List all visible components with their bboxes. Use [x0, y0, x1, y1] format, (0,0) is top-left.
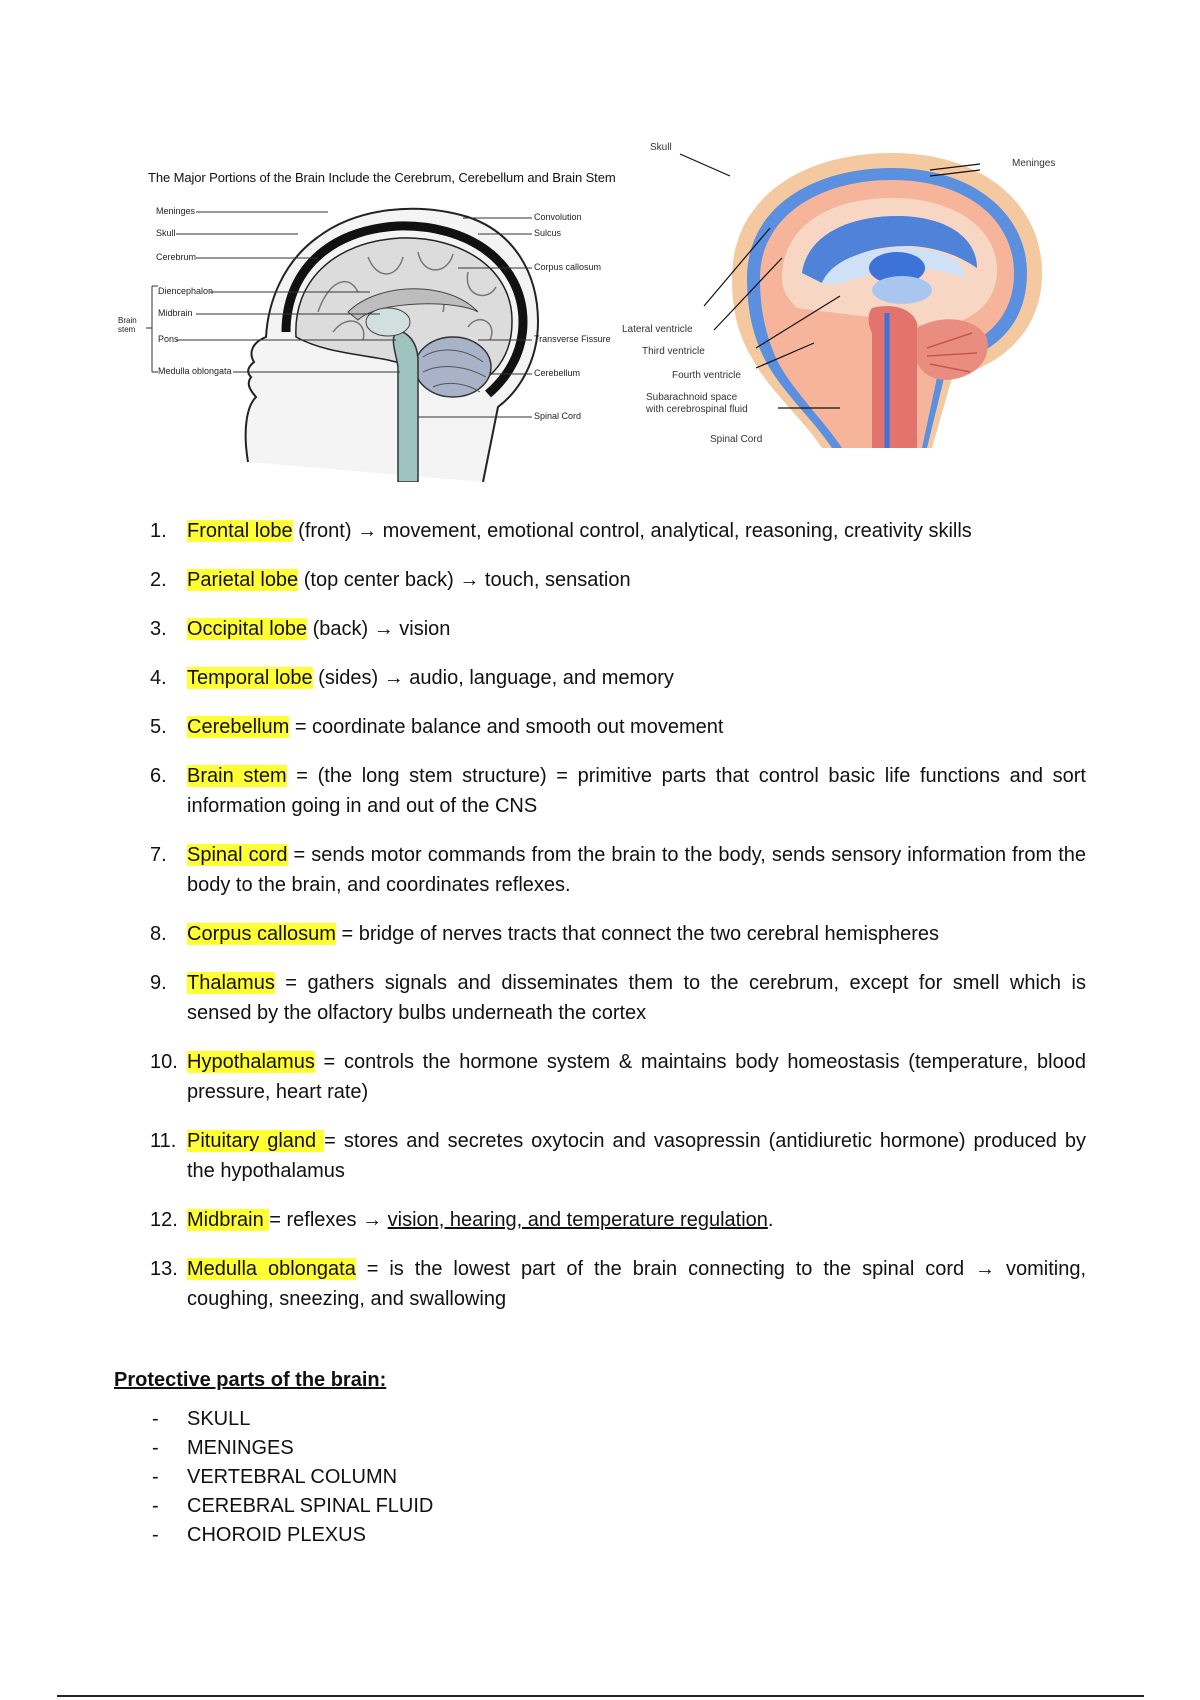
brain-portions-figure — [118, 162, 658, 482]
term-highlight: Temporal lobe — [187, 667, 313, 689]
list-item: 7. Spinal cord = sends motor commands from the brain to the body, sends sensory information from the body to the brain, and coordinates reflexes. — [150, 844, 1086, 896]
list-item: - CEREBRAL SPINAL FLUID — [152, 1495, 434, 1517]
underlined-text: vision, hearing, and temperature regulation — [387, 1209, 768, 1231]
list-item: - VERTEBRAL COLUMN — [152, 1466, 398, 1488]
term-highlight: Midbrain — [187, 1209, 270, 1231]
label-diencephalon: Diencephalon — [158, 286, 214, 296]
list-item: 11. Pituitary gland = stores and secretes oxytocin and vasopressin (antidiuretic hormone) produced by the hypothalamus — [150, 1130, 1087, 1182]
list-item: 9. Thalamus = gathers signals and disseminates them to the cerebrum, except for smell which is sensed by the olfactory bulbs underneath the cortex — [150, 972, 1086, 1024]
label-sulcus: Sulcus — [534, 228, 562, 238]
label-corpus-callosum: Corpus callosum — [534, 262, 602, 272]
figure-title: The Major Portions of the Brain Include the Cerebrum, Cerebellum and Brain Stem — [148, 170, 616, 185]
label-skull: Skull — [156, 228, 176, 238]
label-lateral-ventricle: Lateral ventricle — [622, 324, 693, 335]
label-midbrain: Midbrain — [158, 308, 193, 318]
label-brain-stem: Brain stem — [118, 316, 137, 334]
brain-sagittal-illustration — [118, 162, 658, 482]
list-item: 2. Parietal lobe (top center back) → touch, sensation — [150, 569, 631, 591]
label-spinal-cord: Spinal Cord — [710, 434, 763, 445]
list-item: 10. Hypothalamus = controls the hormone system & maintains body homeostasis (temperature, blood pressure, heart rate) — [150, 1051, 1086, 1103]
label-spinal-cord: Spinal Cord — [534, 411, 582, 421]
term-highlight: Spinal cord — [187, 844, 288, 866]
section-heading: Protective parts of the brain: — [114, 1369, 387, 1391]
list-item: 4. Temporal lobe (sides) → audio, language, and memory — [150, 667, 674, 689]
list-item: - MENINGES — [152, 1437, 294, 1459]
brain-ventricles-figure — [622, 118, 1092, 464]
term-highlight: Brain stem — [187, 765, 287, 787]
label-cerebrum: Cerebrum — [156, 252, 197, 262]
label-skull: Skull — [650, 142, 672, 153]
term-highlight: Cerebellum — [187, 716, 290, 738]
list-item: 6. Brain stem = (the long stem structure) = primitive parts that control basic life functions and sort information going in and out of the CNS — [150, 765, 1086, 817]
list-item: 1. Frontal lobe (front) → movement, emotional control, analytical, reasoning, creativity skills — [150, 520, 972, 542]
label-pons: Pons — [158, 334, 179, 344]
label-third-ventricle: Third ventricle — [642, 346, 705, 357]
label-subarachnoid: Subarachnoid space — [646, 392, 738, 403]
term-highlight: Occipital lobe — [187, 618, 308, 640]
list-item: 3. Occipital lobe (back) → vision — [150, 618, 451, 640]
term-highlight: Medulla oblongata — [187, 1258, 356, 1280]
term-highlight: Frontal lobe — [187, 520, 293, 542]
protective-list — [150, 1405, 433, 1550]
label-meninges: Meninges — [156, 206, 196, 216]
list-item: - SKULL — [152, 1408, 251, 1430]
term-highlight: Corpus callosum — [187, 923, 336, 945]
list-item: 12. Midbrain = reflexes → vision, hearing, and temperature regulation. — [150, 1209, 774, 1231]
label-medulla: Medulla oblongata — [158, 366, 232, 376]
list-item: 5. Cerebellum = coordinate balance and smooth out movement — [150, 716, 724, 738]
term-highlight: Hypothalamus — [187, 1051, 315, 1073]
list-item: 13. Medulla oblongata = is the lowest part of the brain connecting to the spinal cord → vomiting, coughing, sneezing, and swallowing — [150, 1258, 1086, 1310]
list-item: 8. Corpus callosum = bridge of nerves tracts that connect the two cerebral hemispheres — [150, 923, 940, 945]
list-item: - CHOROID PLEXUS — [152, 1524, 366, 1546]
term-highlight: Thalamus — [187, 972, 275, 994]
label-meninges: Meninges — [1012, 158, 1056, 169]
label-subarachnoid-2: with cerebrospinal fluid — [646, 404, 748, 415]
label-transverse-fissure: Transverse Fissure — [534, 334, 611, 344]
bottom-rule — [57, 1695, 1144, 1697]
term-highlight: Parietal lobe — [187, 569, 299, 591]
label-cerebellum: Cerebellum — [534, 368, 581, 378]
term-highlight: Pituitary gland — [187, 1130, 325, 1152]
label-fourth-ventricle: Fourth ventricle — [672, 370, 741, 381]
brain-parts-list — [150, 516, 1086, 1333]
label-convolution: Convolution — [534, 212, 582, 222]
